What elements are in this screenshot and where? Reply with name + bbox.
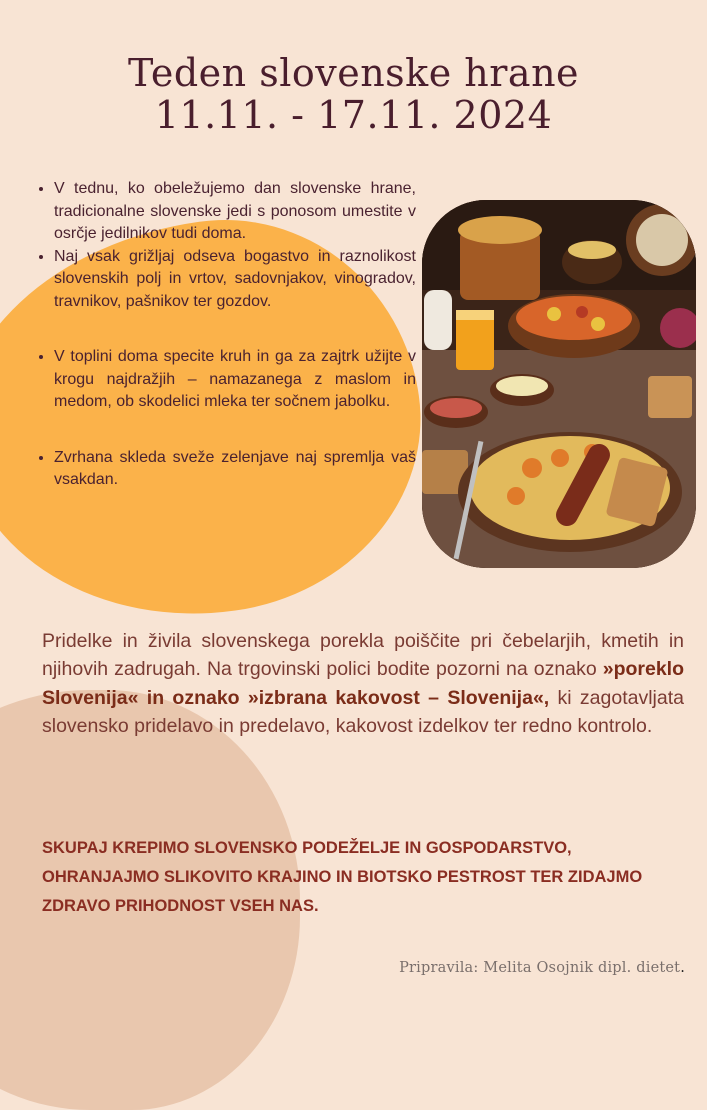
title-line-2: 11.11. - 17.11. 2024	[154, 93, 553, 137]
list-item: • V toplini doma specite kruh in ga za zajtrk užijte v krogu najdražjih – namazanega z maslom in medom, ob skodelici mleka ter sočnem jabolku.	[54, 346, 416, 414]
list-item: • Zvrhana skleda sveže zelenjave naj spremlja vaš vsakdan.	[54, 447, 416, 492]
page-title	[0, 52, 707, 136]
slogan: SKUPAJ KREPIMO SLOVENSKO PODEŽELJE IN GOSPODARSTVO, OHRANJAJMO SLIKOVITO KRAJINO IN BIOTSKO PESTROST TER ZIDAJMO ZDRAVO PRIHODNOST VSEH NAS.	[42, 839, 643, 915]
list-item: • Naj vsak grižljaj odseva bogastvo in raznolikost slovenskih polj in vrtov, sadovnjakov, vinogradov, travnikov, pašnikov ter gozdov.	[54, 246, 416, 314]
title-line-1: Teden slovenske hrane	[127, 51, 580, 95]
paragraph-intro: Pridelke in živila slovenskega porekla poiščite pri čebelarjih, kmetih in njihovih zadrugah. Na trgovinski polici bodite pozorni na oznako	[42, 630, 684, 681]
origin-paragraph	[42, 627, 684, 741]
list-item: • V tednu, ko obeležujemo dan slovenske hrane, tradicionalne slovenske jedi s ponosom umestite v osrčje jedilnikov tudi doma.	[54, 178, 416, 246]
traditional-food-photo	[422, 200, 696, 568]
tips-list	[32, 178, 416, 492]
paragraph-outro: ki zagotavljata slovensko pridelavo in predelavo, kakovost izdelkov ter redno kontrolo.	[42, 686, 684, 738]
quality-labels-text: »poreklo Slovenija« in oznako »izbrana kakovost – Slovenija«,	[42, 658, 684, 709]
author-credit	[399, 960, 685, 976]
credit-text: Pripravila: Melita Osojnik dipl. dietet	[399, 960, 681, 976]
credit-period: .	[680, 960, 685, 976]
food-illustration	[422, 200, 696, 568]
